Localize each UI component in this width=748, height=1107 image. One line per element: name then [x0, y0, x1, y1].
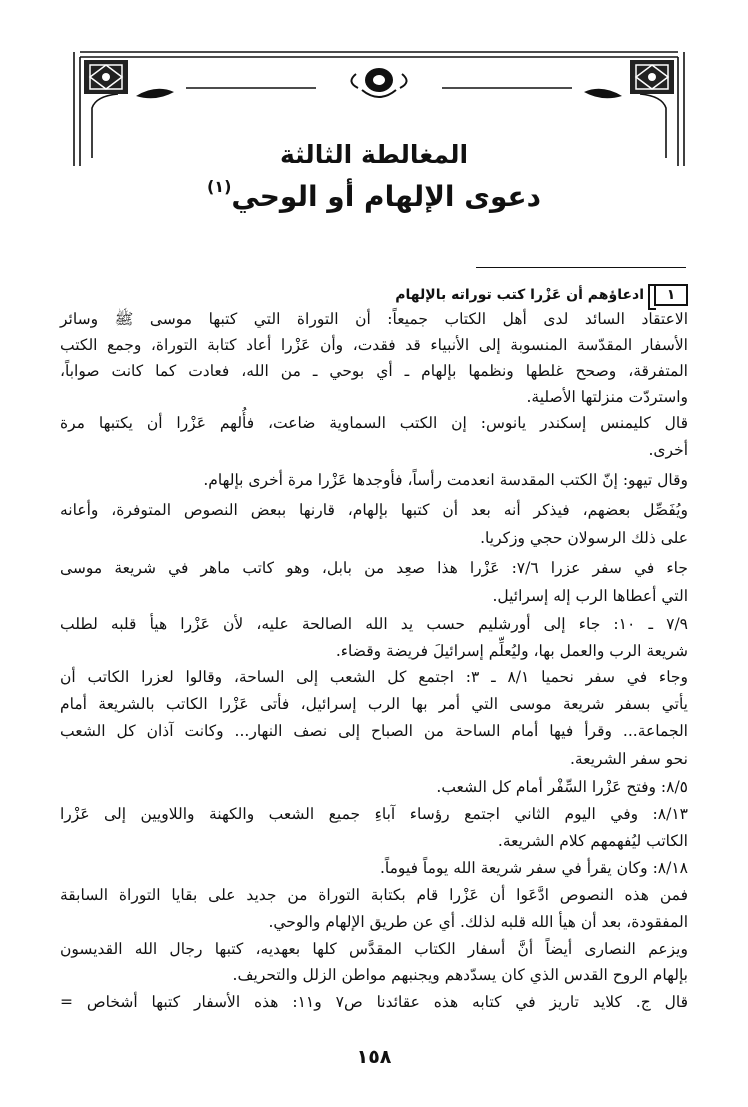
center-ornament [351, 68, 406, 97]
text-line: وقال تيهو: إنّ الكتب المقدسة انعدمت رأساً، فأوجدها عَزْرا مرة أخرى بإلهام. [203, 471, 688, 489]
text-line: على ذلك الرسولان حجي وزكريا. [480, 529, 688, 547]
corner-ornament-left [84, 60, 128, 94]
text-line: قال ج. كلايد تاريز في كتابه هذه عقائدنا ص٧ و١١: هذه الأسفار كتبها أشخاص = [60, 993, 688, 1011]
subtitle-text: دعوى الإلهام أو الوحي [231, 180, 541, 213]
text-line: الكاتب ليُفهمهم كلام الشريعة. [497, 832, 688, 850]
text-line: ويزعم النصارى أيضاً أنَّ أسفار الكتاب المقدَّس كلها بعهديه، كتبها رجال الله القديسون [60, 940, 688, 958]
text-line: واستردّت منزلتها الأصلية. [526, 388, 688, 406]
text-line: وجاء في سفر نحميا ٨/١ ـ ٣: اجتمع كل الشعب إلى الساحة، وقالوا لعزرا الكاتب أن [60, 668, 688, 686]
text-line: قال كليمنس إسكندر يانوس: إن الكتب السماوية ضاعت، فأُلهم عَزْرا أن يكتبها مرة [60, 414, 688, 432]
text-line: الجماعة... وقرأ فيها أمام الساحة من الصباح إلى نصف النهار... وكانت آذان كل الشعب [60, 722, 688, 740]
section-rule [476, 267, 686, 268]
text-line: نحو سفر الشريعة. [570, 750, 688, 768]
chapter-subtitle [0, 176, 748, 213]
text-line: ٨/٥: وفتح عَزْرا السِّفْر أمام كل الشعب. [436, 778, 688, 796]
text-line: ويُفَصِّل بعضهم، فيذكر أنه بعد أن كتبها بإلهام، قارنها ببعض النصوص المتوفرة، وأعانه [60, 501, 688, 519]
text-line: ٨/١٣: وفي اليوم الثاني اجتمع رؤساء آباءِ جميع الشعب والكهنة واللاويين إلى عَزْرا [60, 805, 688, 823]
section-number-box: ١ [654, 284, 688, 306]
leaf-ornament-right [584, 89, 622, 98]
footnote-marker: (١) [206, 176, 232, 196]
text-line: المتفرقة، وصحح غلطها ونظمها بإلهام ـ أي بوحي ـ من الله، فعادت كما كانت صواباً، [60, 362, 688, 380]
section-heading [58, 283, 688, 307]
chapter-title: المغالطة الثالثة [279, 140, 469, 169]
text-line: يأتي بسفر شريعة موسى التي أمر بها الرب إسرائيل، فأتى عَزْرا الكاتب بالشريعة أمام [60, 695, 688, 713]
leaf-ornament-left [136, 89, 174, 98]
text-line: جاء في سفر عزرا ٧/٦: عَزْرا هذا صعِد من بابل، وهو كاتب ماهر في شريعة موسى [60, 559, 688, 577]
text-line: أخرى. [648, 441, 688, 459]
corner-ornament-right [630, 60, 674, 94]
text-line: المفقودة، بعد أن هيأ الله قلبه لذلك. أي عن طريق الإلهام والوحي. [268, 913, 688, 931]
text-line: بإلهام الروح القدس الذي كان يسدّدهم ويجنبهم مواطن الزلل والتحريف. [232, 966, 688, 984]
text-line: فمن هذه النصوص ادَّعَوا أن عَزْرا قام بكتابة التوراة من جديد على بقايا التوراة السابقة [60, 886, 688, 904]
text-line: ٧/٩ ـ ١٠: جاء إلى أورشليم حسب يد الله الصالحة عليه، لأن عَزْرا هيأ قلبه لطلب [60, 615, 688, 633]
page-number: ١٥٨ [356, 1046, 392, 1068]
section-title: ادعاؤهم أن عَزْرا كتب توراته بالإلهام [395, 287, 644, 303]
text-line: الأسفار المقدّسة المنسوبة إلى الأنبياء قد فقدت، وأن عَزْرا أعاد كتابة التوراة، وجمع الكتب [60, 336, 688, 354]
text-line: شريعة الرب والعمل بها، وليُعلِّم إسرائيلَ فريضة وقضاء. [335, 642, 688, 660]
text-line: التي أعطاها الرب إله إسرائيل. [492, 587, 688, 605]
text-line: ٨/١٨: وكان يقرأ في سفر شريعة الله يوماً فيوماً. [379, 859, 688, 877]
frame-top-border [80, 52, 678, 57]
text-line: الاعتقاد السائد لدى أهل الكتاب جميعاً: أن التوراة التي كتبها موسى ﷺ وسائر [60, 310, 688, 328]
